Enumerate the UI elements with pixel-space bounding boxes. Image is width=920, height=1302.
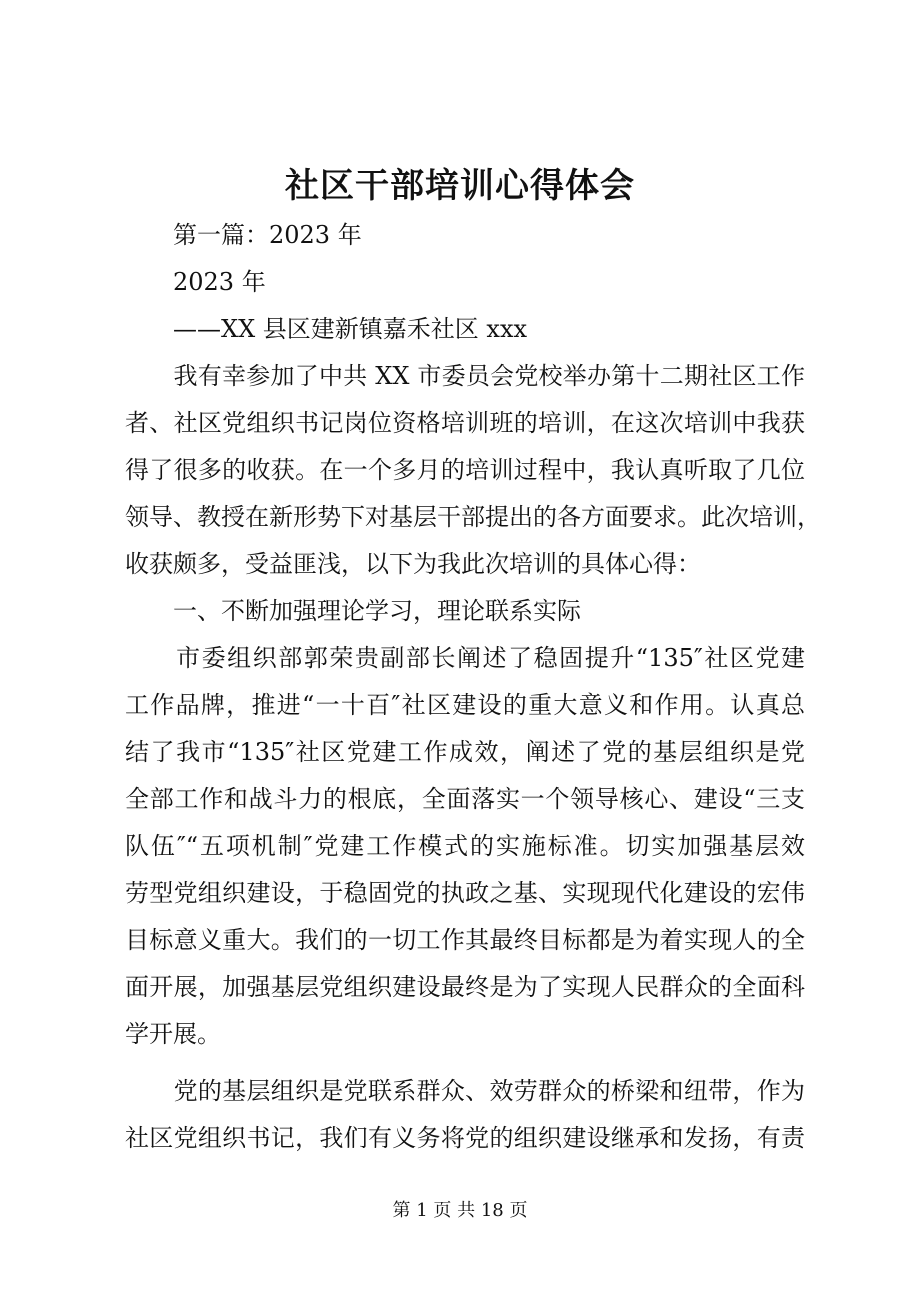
- body-text-line: 我有幸参加了中共 XX 市委员会党校举办第十二期社区工作: [125, 362, 805, 390]
- body-text-line: 学开展。: [125, 1020, 221, 1048]
- page-footer: 第 1 页 共 18 页: [392, 1200, 528, 1221]
- body-text-line: 结了我市“135″社区党建工作成效，阐述了党的基层组织是党: [125, 738, 805, 766]
- body-text-line: 2023 年: [125, 268, 266, 296]
- body-text-line: 目标意义重大。我们的一切工作其最终目标都是为着实现人的全: [125, 926, 805, 954]
- body-text-line: 劳型党组织建设，于稳固党的执政之基、实现现代化建设的宏伟: [125, 879, 805, 907]
- body-text-line: 一、不断加强理论学习，理论联系实际: [125, 597, 581, 625]
- body-text-line: 面开展，加强基层党组织建设最终是为了实现人民群众的全面科: [125, 973, 805, 1001]
- body-text-line: 工作品牌，推进“一十百″社区建设的重大意义和作用。认真总: [125, 691, 805, 719]
- body-text-line: 党的基层组织是党联系群众、效劳群众的桥梁和纽带，作为: [125, 1077, 805, 1105]
- body-text-line: 社区党组织书记，我们有义务将党的组织建设继承和发扬，有责: [125, 1124, 805, 1152]
- body-text-line: 领导、教授在新形势下对基层干部提出的各方面要求。此次培训，: [125, 503, 821, 531]
- body-text-line: 第一篇：2023 年: [125, 221, 362, 249]
- paragraph-gap: [125, 1058, 805, 1068]
- body-text-line: 收获颇多，受益匪浅，以下为我此次培训的具体心得：: [125, 550, 701, 578]
- document-title: 社区干部培训心得体会: [285, 166, 635, 206]
- body-text-line: 全部工作和战斗力的根底，全面落实一个领导核心、建设“三支: [125, 785, 805, 813]
- body-text-line: ——XX 县区建新镇嘉禾社区 xxx: [125, 315, 528, 343]
- body-text-line: 得了很多的收获。在一个多月的培训过程中，我认真听取了几位: [125, 456, 805, 484]
- body-text-line: 者、社区党组织书记岗位资格培训班的培训，在这次培训中我获: [125, 409, 805, 437]
- body-text-line: 队伍″“五项机制″党建工作模式的实施标准。切实加强基层效: [125, 832, 805, 860]
- body-text-line: 市委组织部郭荣贵副部长阐述了稳固提升“135″社区党建: [125, 644, 805, 672]
- document-body: [125, 212, 821, 1162]
